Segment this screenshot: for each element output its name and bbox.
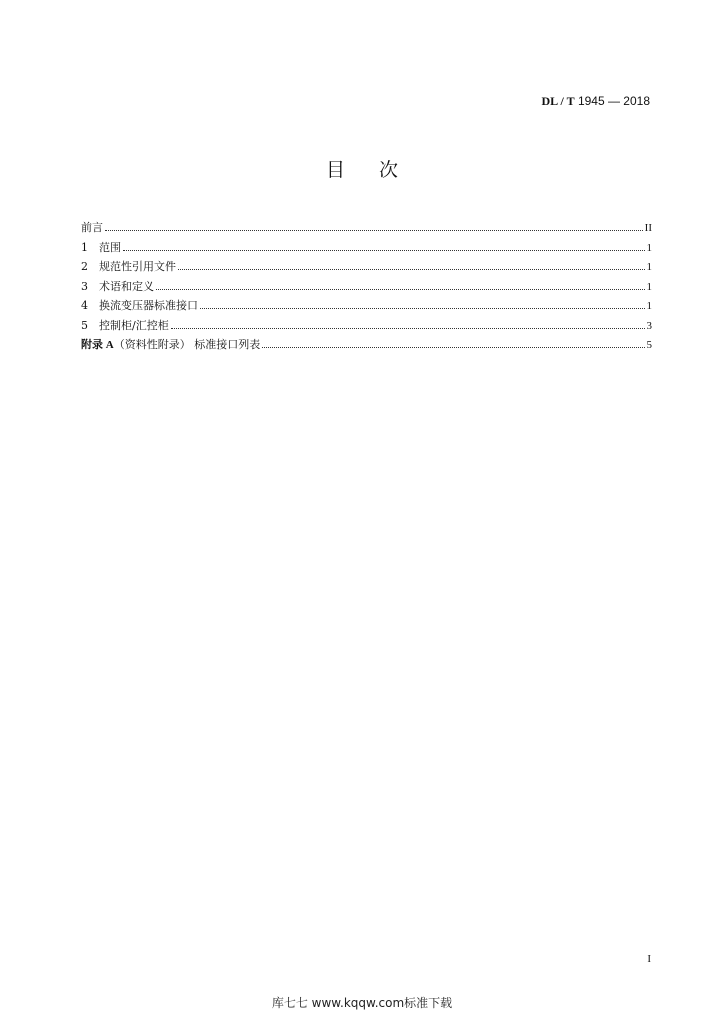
dot-leader <box>178 268 645 270</box>
toc-entry-number: 4 <box>81 299 88 312</box>
toc-entry-page: 1 <box>646 280 652 293</box>
toc-entry-normative-references[interactable] <box>81 257 652 277</box>
toc-entry-foreword[interactable] <box>81 218 652 238</box>
table-of-contents <box>81 218 652 355</box>
appendix-title: （资料性附录） 标准接口列表 <box>113 338 261 351</box>
appendix-prefix: 附录 A <box>81 339 114 351</box>
toc-entry-page: 1 <box>646 261 652 273</box>
document-code <box>541 94 650 108</box>
toc-entry-number: 2 <box>81 260 88 273</box>
dot-leader <box>156 288 645 290</box>
toc-entry-terms-definitions[interactable] <box>81 277 652 297</box>
footer-watermark: 库七七 www.kqqw.com标准下载 <box>271 996 453 1010</box>
toc-entry-converter-transformer-interface[interactable] <box>81 296 652 316</box>
toc-entry-control-cabinet[interactable] <box>81 316 652 336</box>
toc-entry-page: 5 <box>646 339 652 351</box>
dot-leader <box>200 307 645 309</box>
dot-leader <box>171 327 645 329</box>
toc-entry-page: 3 <box>646 319 652 332</box>
toc-entry-page: 1 <box>646 241 652 254</box>
toc-entry-scope[interactable] <box>81 238 652 258</box>
toc-entry-label: 范围 <box>99 240 121 254</box>
toc-entry-appendix-a[interactable] <box>81 335 652 355</box>
toc-entry-label: 术语和定义 <box>99 279 154 293</box>
toc-entry-label: 换流变压器标准接口 <box>99 299 198 312</box>
toc-entry-number: 5 <box>81 318 88 332</box>
toc-entry-label: 控制柜/汇控柜 <box>99 318 169 332</box>
dot-leader <box>123 249 645 251</box>
toc-entry-page: II <box>644 222 652 234</box>
toc-entry-label <box>81 335 260 356</box>
dot-leader <box>105 229 643 231</box>
document-code-prefix: DL / T <box>541 94 575 108</box>
toc-title: 目次 <box>325 159 432 181</box>
dot-leader <box>262 346 644 348</box>
page-number: I <box>647 953 651 965</box>
toc-entry-label: 前言 <box>81 221 103 234</box>
toc-entry-number: 3 <box>81 279 88 293</box>
toc-entry-number: 1 <box>81 240 88 254</box>
toc-entry-page: 1 <box>646 300 652 312</box>
toc-entry-label: 规范性引用文件 <box>99 260 176 273</box>
document-code-number: 1945 — 2018 <box>577 94 650 108</box>
